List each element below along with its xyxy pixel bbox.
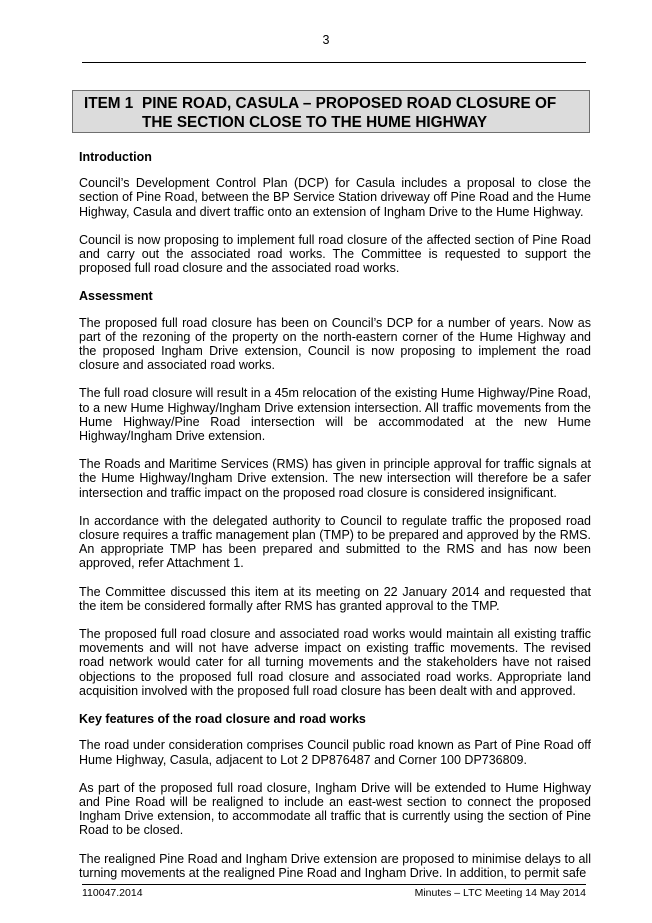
paragraph: In accordance with the delegated authority to Council to regulate traffic the proposed road closure requires a traffic management plan (TMP) to be prepared and approved by the RMS. An appropriate TMP has been prepared and submitted to the RMS and has now been approved, refer Attachment 1.: [79, 513, 591, 571]
item-title: PINE ROAD, CASULA – PROPOSED ROAD CLOSURE OF THE SECTION CLOSE TO THE HUME HIGHWAY: [142, 95, 557, 131]
document-body: [79, 150, 591, 894]
paragraph: The proposed full road closure has been on Council’s DCP for a number of years. Now as part of the rezoning of the property on the north-eastern corner of the Hume Highway and the proposed Ingham Drive extension, Council is now proposing to implement the road closure and associated road works.: [79, 315, 591, 373]
item-label: ITEM 1: [84, 95, 134, 112]
paragraph: The full road closure will result in a 45m relocation of the existing Hume Highway/Pine Road, to a new Hume Highway/Ingham Drive extension intersection. All traffic movements from the Hume Highway/Pine Road intersection will be accommodated at the new Hume Highway/Ingham Drive extension.: [79, 386, 591, 444]
footer-divider: [82, 884, 586, 885]
paragraph: Council is now proposing to implement full road closure of the affected section of Pine Road and carry out the associated road works. The Committee is requested to support the proposed full road closure and the associated road works.: [79, 232, 591, 276]
paragraph: The realigned Pine Road and Ingham Drive extension are proposed to minimise delays to all turning movements at the realigned Pine Road and Ingham Drive. In addition, to permit safe: [79, 851, 591, 880]
paragraph: The Roads and Maritime Services (RMS) has given in principle approval for traffic signals at the Hume Highway/Ingham Drive extension. The new intersection will therefore be a safer intersection and traffic impact on the proposed road closure is considered insignificant.: [79, 457, 591, 500]
paragraph: The Committee discussed this item at its meeting on 22 January 2014 and requested that the item be considered formally after RMS has granted approval to the TMP.: [79, 584, 591, 613]
page-number: 3: [322, 33, 330, 47]
paragraph: Council’s Development Control Plan (DCP) for Casula includes a proposal to close the section of Pine Road, between the BP Service Station driveway off Pine Road and the Hume Highway, Casula and divert traffic onto an extension of Ingham Drive to the Hume Highway.: [79, 176, 591, 219]
footer-meeting-label: Minutes – LTC Meeting 14 May 2014: [414, 887, 586, 899]
footer-document-number: 110047.2014: [82, 887, 143, 899]
paragraph: The proposed full road closure and associated road works would maintain all existing traffic movements and will not have adverse impact on existing traffic movements. The revised road network would cater for all turning movements and the stakeholders have not raised objections to the proposed full road closure and associated road works. Appropriate land acquisition involved with the proposed full road closure has been dealt with and approved.: [79, 627, 591, 698]
section-heading-introduction: Introduction: [79, 150, 152, 164]
section-heading-assessment: Assessment: [79, 289, 153, 304]
top-divider: [82, 62, 586, 63]
item-heading-box: [72, 90, 590, 133]
paragraph: As part of the proposed full road closure, Ingham Drive will be extended to Hume Highway and Pine Road will be realigned to include an east-west section to connect the proposed Ingham Drive extension, to accommodate all traffic that is currently using the section of Pine Road to be closed.: [79, 780, 591, 838]
section-heading-key-features: Key features of the road closure and road works: [79, 712, 366, 727]
paragraph: The road under consideration comprises Council public road known as Part of Pine Road off Hume Highway, Casula, adjacent to Lot 2 DP876487 and Corner 100 DP736809.: [79, 738, 591, 767]
